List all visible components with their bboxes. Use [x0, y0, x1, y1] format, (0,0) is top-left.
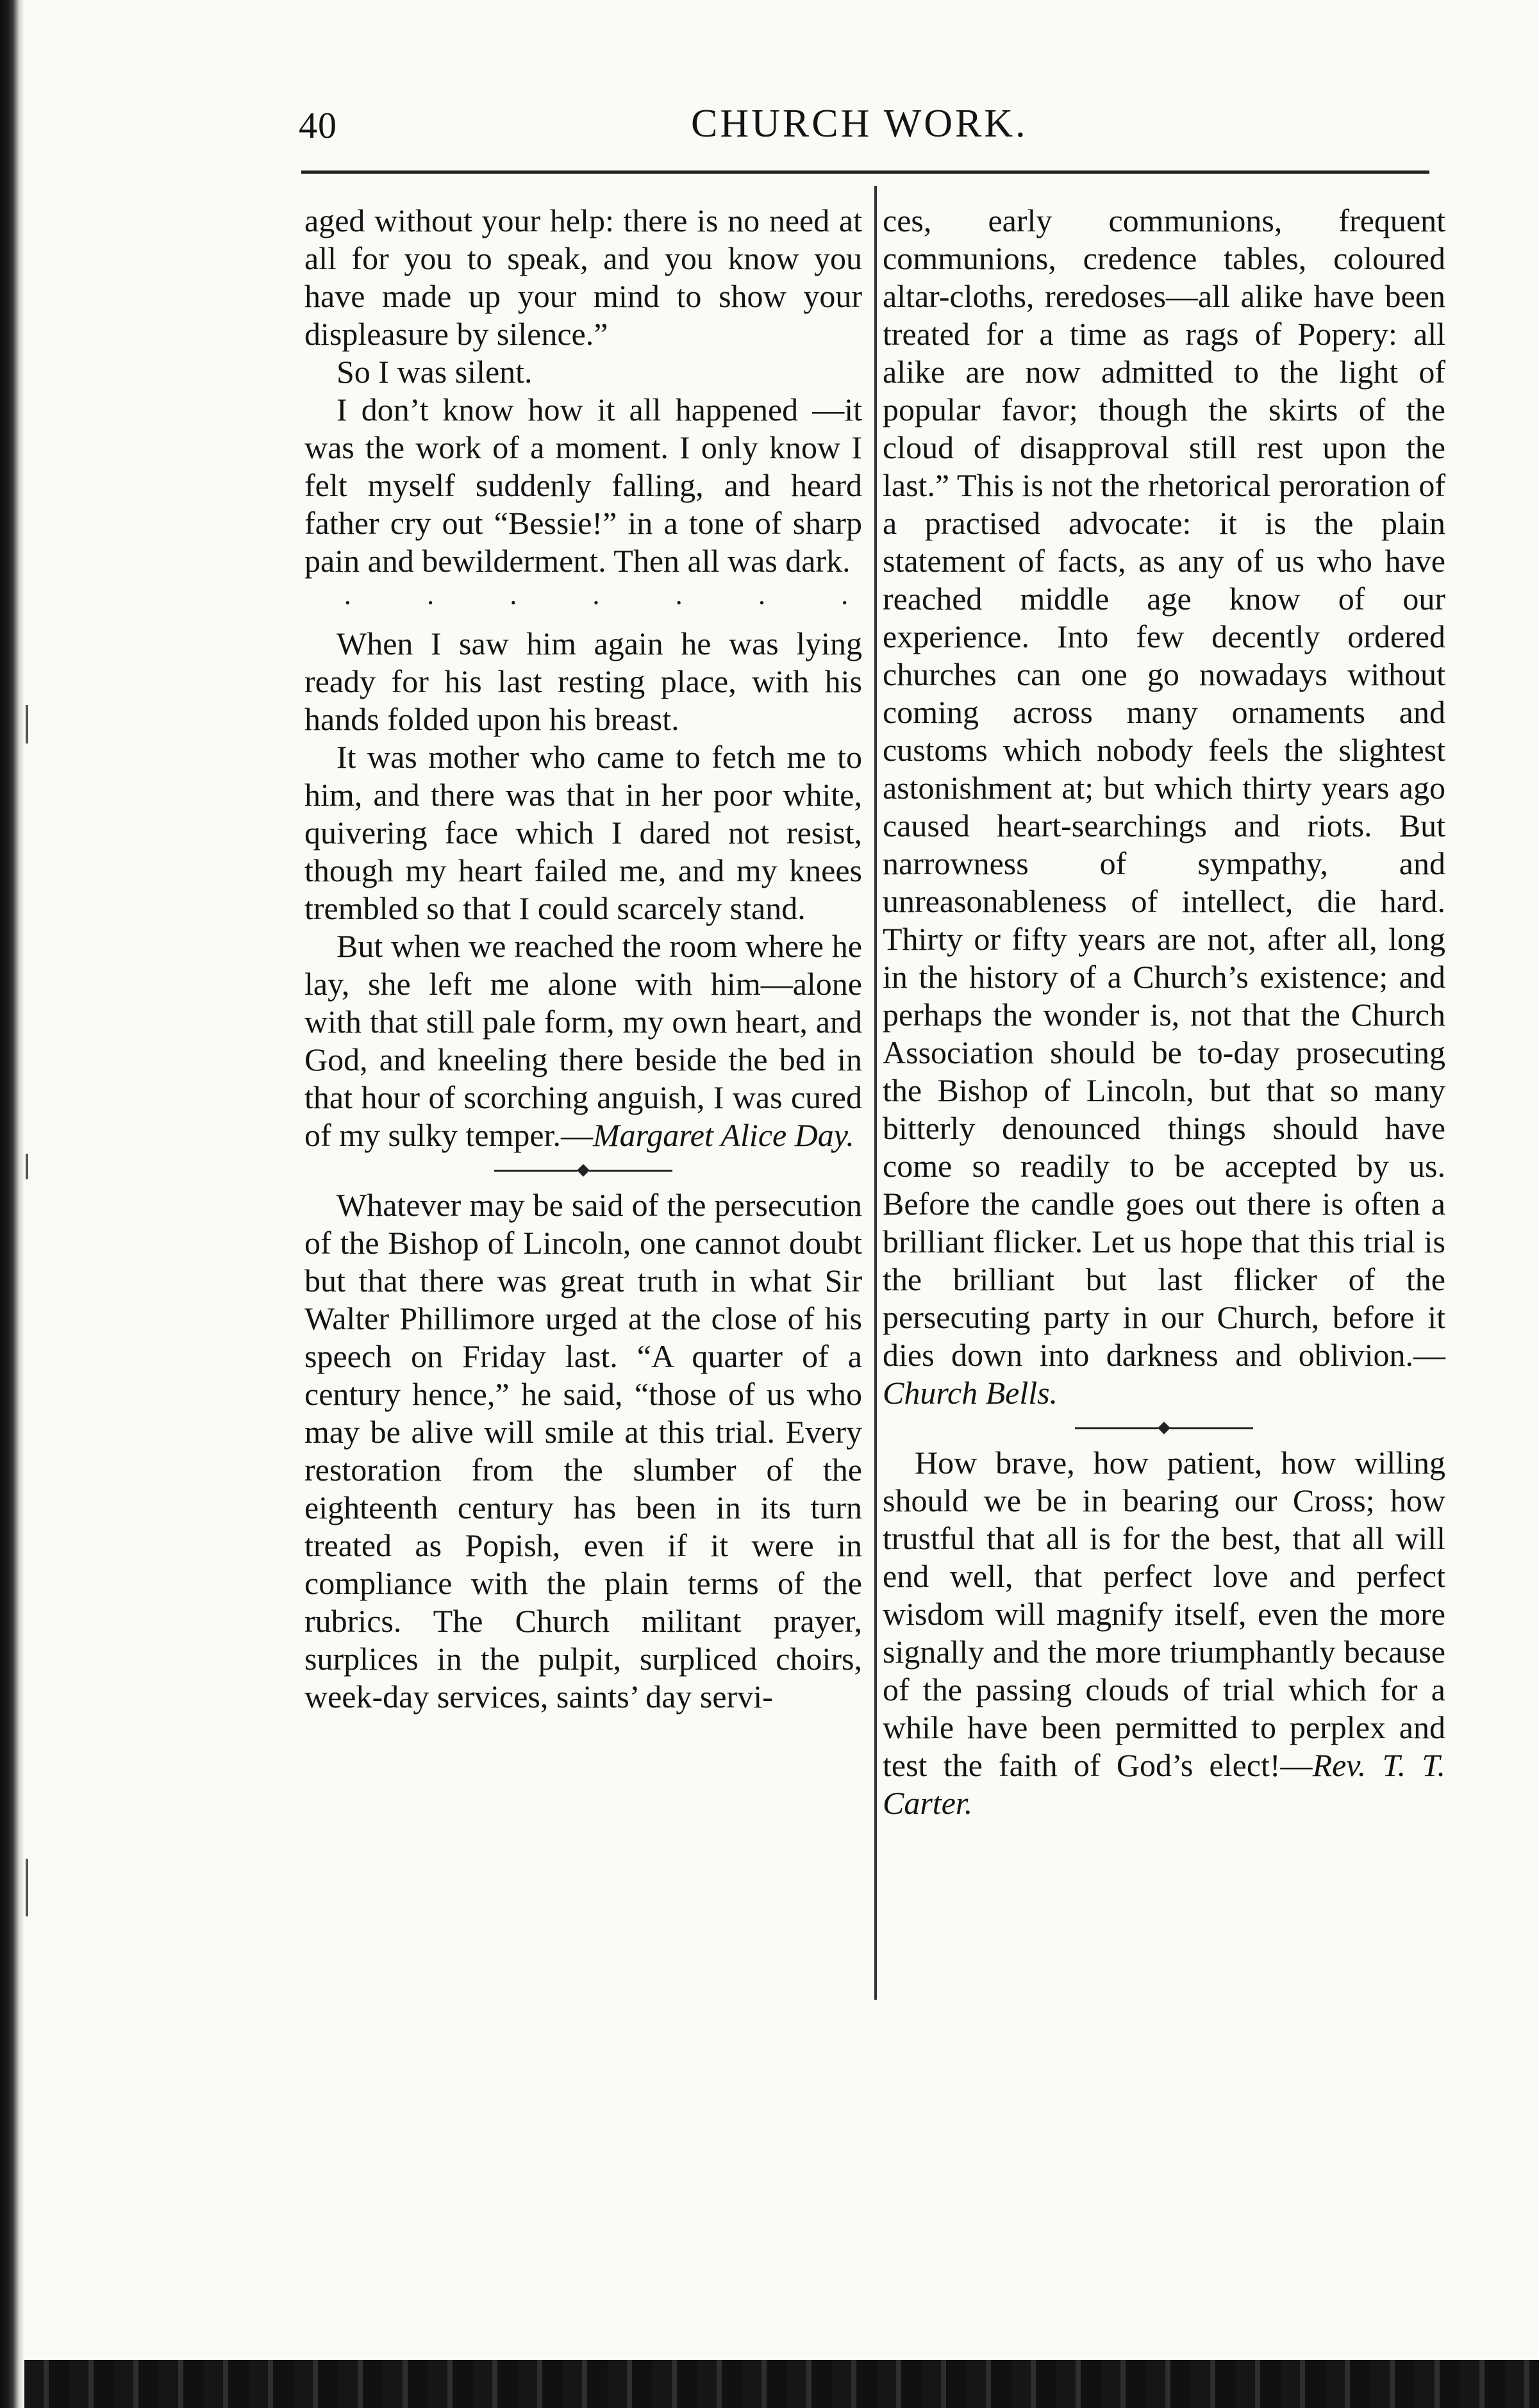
- paragraph: When I saw him again he was lying ready for his last resting place, with his hands folded upon his breast.: [304, 626, 862, 737]
- attribution: Margaret Alice Day.: [592, 1117, 854, 1153]
- scan-speck: [26, 1859, 28, 1916]
- paragraph: [883, 1444, 1445, 1822]
- paragraph: [883, 202, 1445, 1412]
- paragraph: It was mother who came to fetch me to him, and there was that in her poor white, quivering face which I dared not resist, though my heart failed me, and my knees trembled so that I could scarcely stand.: [304, 739, 862, 926]
- scan-speck: [26, 1154, 28, 1179]
- right-column: [883, 202, 1445, 1822]
- header-rule: [301, 170, 1429, 174]
- attribution: Rev. T. T. Carter.: [883, 1747, 1445, 1821]
- running-title: CHURCH WORK.: [691, 102, 1028, 145]
- paragraph-text: But when we reached the room where he lay, she left me alone with him—alone with that still pale form, my own heart, and God, and kneeling there beside the bed in that hour of scorching anguish, I was cured of my sulky temper.—: [304, 928, 862, 1153]
- paragraph: I don’t know how it all happened —it was the work of a moment. I only know I felt myself suddenly falling, and heard father cry out “Bessie!” in a tone of sharp pain and bewilderment. Then all was dark.: [304, 392, 862, 579]
- section-separator: [883, 1412, 1445, 1444]
- section-break-dots: · · · · · · ·: [343, 586, 849, 619]
- section-separator: [304, 1154, 862, 1186]
- paragraph: aged without your help: there is no need at all for you to speak, and you know you have made up your mind to show your displeasure by silence.”: [304, 203, 862, 352]
- page-number: 40: [299, 104, 337, 146]
- paragraph: Whatever may be said of the persecution of the Bishop of Lincoln, one cannot doubt but that there was great truth in what Sir Walter Phillimore urged at the close of his speech on Friday last. “A quarter of a century hence,” he said, “those of us who may be alive will smile at this trial. Every restoration from the slumber of the eighteenth century has been in its turn treated as Popish, even if it were in compliance with the plain terms of the rubrics. The Church militant prayer, surplices in the pulpit, surpliced choirs, week-day services, saints’ day servi-: [304, 1187, 862, 1715]
- scan-speck: [26, 705, 28, 743]
- binding-edge-shadow: [0, 0, 24, 2408]
- paragraph-text: How brave, how patient, how willing should we be in bearing our Cross; how trustful that all is for the best, that all will end well, that perfect love and perfect wisdom will magnify itself, even the more signally and the more triumphantly because of the passing clouds of trial which for a while have been permitted to perplex and test the faith of God’s elect!—: [883, 1445, 1445, 1783]
- paragraph-text: ces, early communions, frequent communions, credence tables, coloured altar-cloths, reredoses—all alike have been treated for a time as rags of Popery: all alike are now admitted to the light of popular favor; though the skirts of the cloud of disapproval still rest upon the last.” This is not the rhetorical peroration of a practised advocate: it is the plain statement of facts, as any of us who have reached middle age know of our experience. Into few decently ordered churches can one go nowadays without coming across many ornaments and customs which nobody feels the slightest astonishment at; but which thirty years ago caused heart-searchings and riots. But narrowness of sympathy, and unreasonableness of intellect, die hard. Thirty or fifty years are not, after all, long in the history of a Church’s existence; and perhaps the wonder is, not that the Church Association should be to-day prosecuting the Bishop of Lincoln, but that so many bitterly denounced things should have come so readily to be accepted by us. Before the candle goes out there is often a brilliant flicker. Let us hope that this trial is the brilliant but last flicker of the persecuting party in our Church, before it dies down into darkness and oblivion.—: [883, 203, 1445, 1373]
- left-column: [304, 202, 862, 1716]
- column-divider: [874, 186, 877, 2000]
- scan-bottom-edge: [24, 2360, 1539, 2408]
- paragraph: [304, 927, 862, 1154]
- paragraph: So I was silent.: [337, 354, 533, 390]
- attribution: Church Bells.: [883, 1375, 1058, 1411]
